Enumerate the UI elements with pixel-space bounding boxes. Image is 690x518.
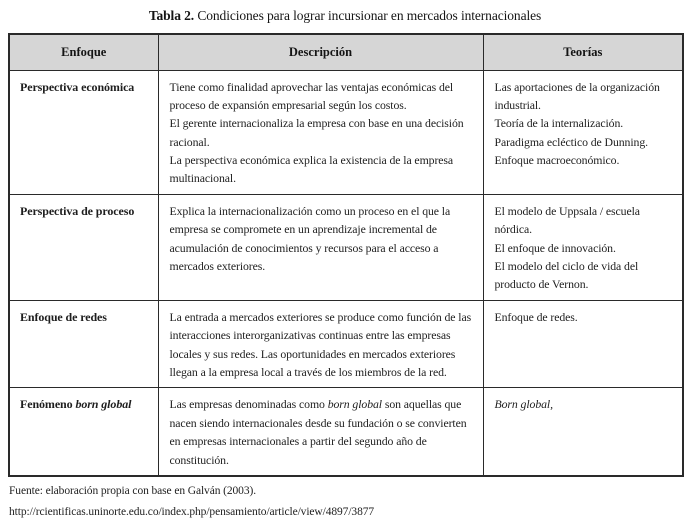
teoria-item: Paradigma ecléctico de Dunning. — [494, 134, 648, 149]
descripcion-cell — [158, 388, 483, 476]
description-line: La entrada a mercados exteriores se produce como función de las interacciones interorganizativas continuas entre las empresas locales y sus redes. Las oportunidades en mercados exteriores llegan a la empresa local a través de los miembros de la red. — [169, 309, 472, 379]
table-title — [8, 8, 682, 24]
teoria-item: El modelo de Uppsala / escuela nórdica. — [494, 203, 640, 237]
description-line: Tiene como finalidad aprovechar las ventajas económicas del proceso de expansión empresarial según los costos. — [169, 79, 454, 112]
teorias-cell — [483, 300, 683, 388]
source-url: http://rcientificas.uninorte.edu.co/index.php/pensamiento/article/view/4897/3877 — [9, 505, 375, 518]
table-title-text: Condiciones para lograr incursionar en mercados internacionales — [194, 8, 542, 23]
table-row — [9, 388, 683, 476]
description-line: La perspectiva económica explica la existencia de la empresa multinacional. — [169, 153, 454, 186]
description-text-italic: born global — [327, 397, 382, 412]
enfoque-cell — [9, 70, 158, 194]
teoria-item: Teoría de la internalización. — [494, 116, 624, 131]
teorias-cell — [483, 388, 683, 476]
table-row — [9, 194, 683, 300]
conditions-table — [8, 33, 684, 477]
source-note: Fuente: elaboración propia con base en Galván (2003). — [9, 484, 256, 497]
description-text: Las empresas denominadas como — [169, 397, 328, 412]
enfoque-label-italic: born global — [75, 397, 132, 412]
header-descripcion: Descripción — [158, 34, 483, 70]
table-title-label: Tabla 2. — [148, 8, 195, 23]
teoria-item: El enfoque de innovación. — [494, 240, 616, 255]
teorias-cell — [483, 194, 683, 300]
table-footer — [9, 485, 682, 518]
descripcion-cell — [158, 300, 483, 388]
teoria-item: Las aportaciones de la organización industrial. — [494, 79, 660, 112]
teorias-cell — [483, 70, 683, 194]
enfoque-label: Perspectiva de proceso — [20, 203, 135, 218]
description-line — [170, 395, 473, 469]
enfoque-label: Enfoque de redes — [20, 309, 107, 324]
teoria-item: Born global, — [494, 397, 553, 412]
enfoque-label: Perspectiva económica — [20, 79, 135, 94]
enfoque-cell — [9, 300, 158, 388]
enfoque-label: Fenómeno — [20, 397, 76, 412]
table-header-row — [9, 34, 683, 70]
teoria-item: Enfoque de redes. — [494, 309, 578, 324]
description-line: Explica la internacionalización como un proceso en el que la empresa se compromete en un aprendizaje incremental de acumulación de conocimientos y recursos para el acceso a mercados exteriores. — [169, 203, 451, 274]
descripcion-cell — [158, 194, 483, 300]
header-teorias: Teorías — [483, 34, 683, 70]
enfoque-cell — [9, 194, 158, 300]
teoria-item: El modelo del ciclo de vida del producto de Vernon. — [494, 259, 639, 292]
table-row — [9, 300, 683, 388]
teoria-item: Enfoque macroeconómico. — [494, 153, 620, 168]
table-row — [9, 70, 683, 194]
header-enfoque: Enfoque — [9, 34, 158, 70]
descripcion-cell — [158, 70, 483, 194]
enfoque-cell — [9, 388, 158, 476]
description-text: son aquellas que nacen siendo internacionales desde su fundación o se convierten en empresas internacionales a partir del segundo año de constitución. — [169, 397, 467, 467]
description-line: El gerente internacionaliza la empresa con base en una decisión racional. — [169, 116, 464, 149]
